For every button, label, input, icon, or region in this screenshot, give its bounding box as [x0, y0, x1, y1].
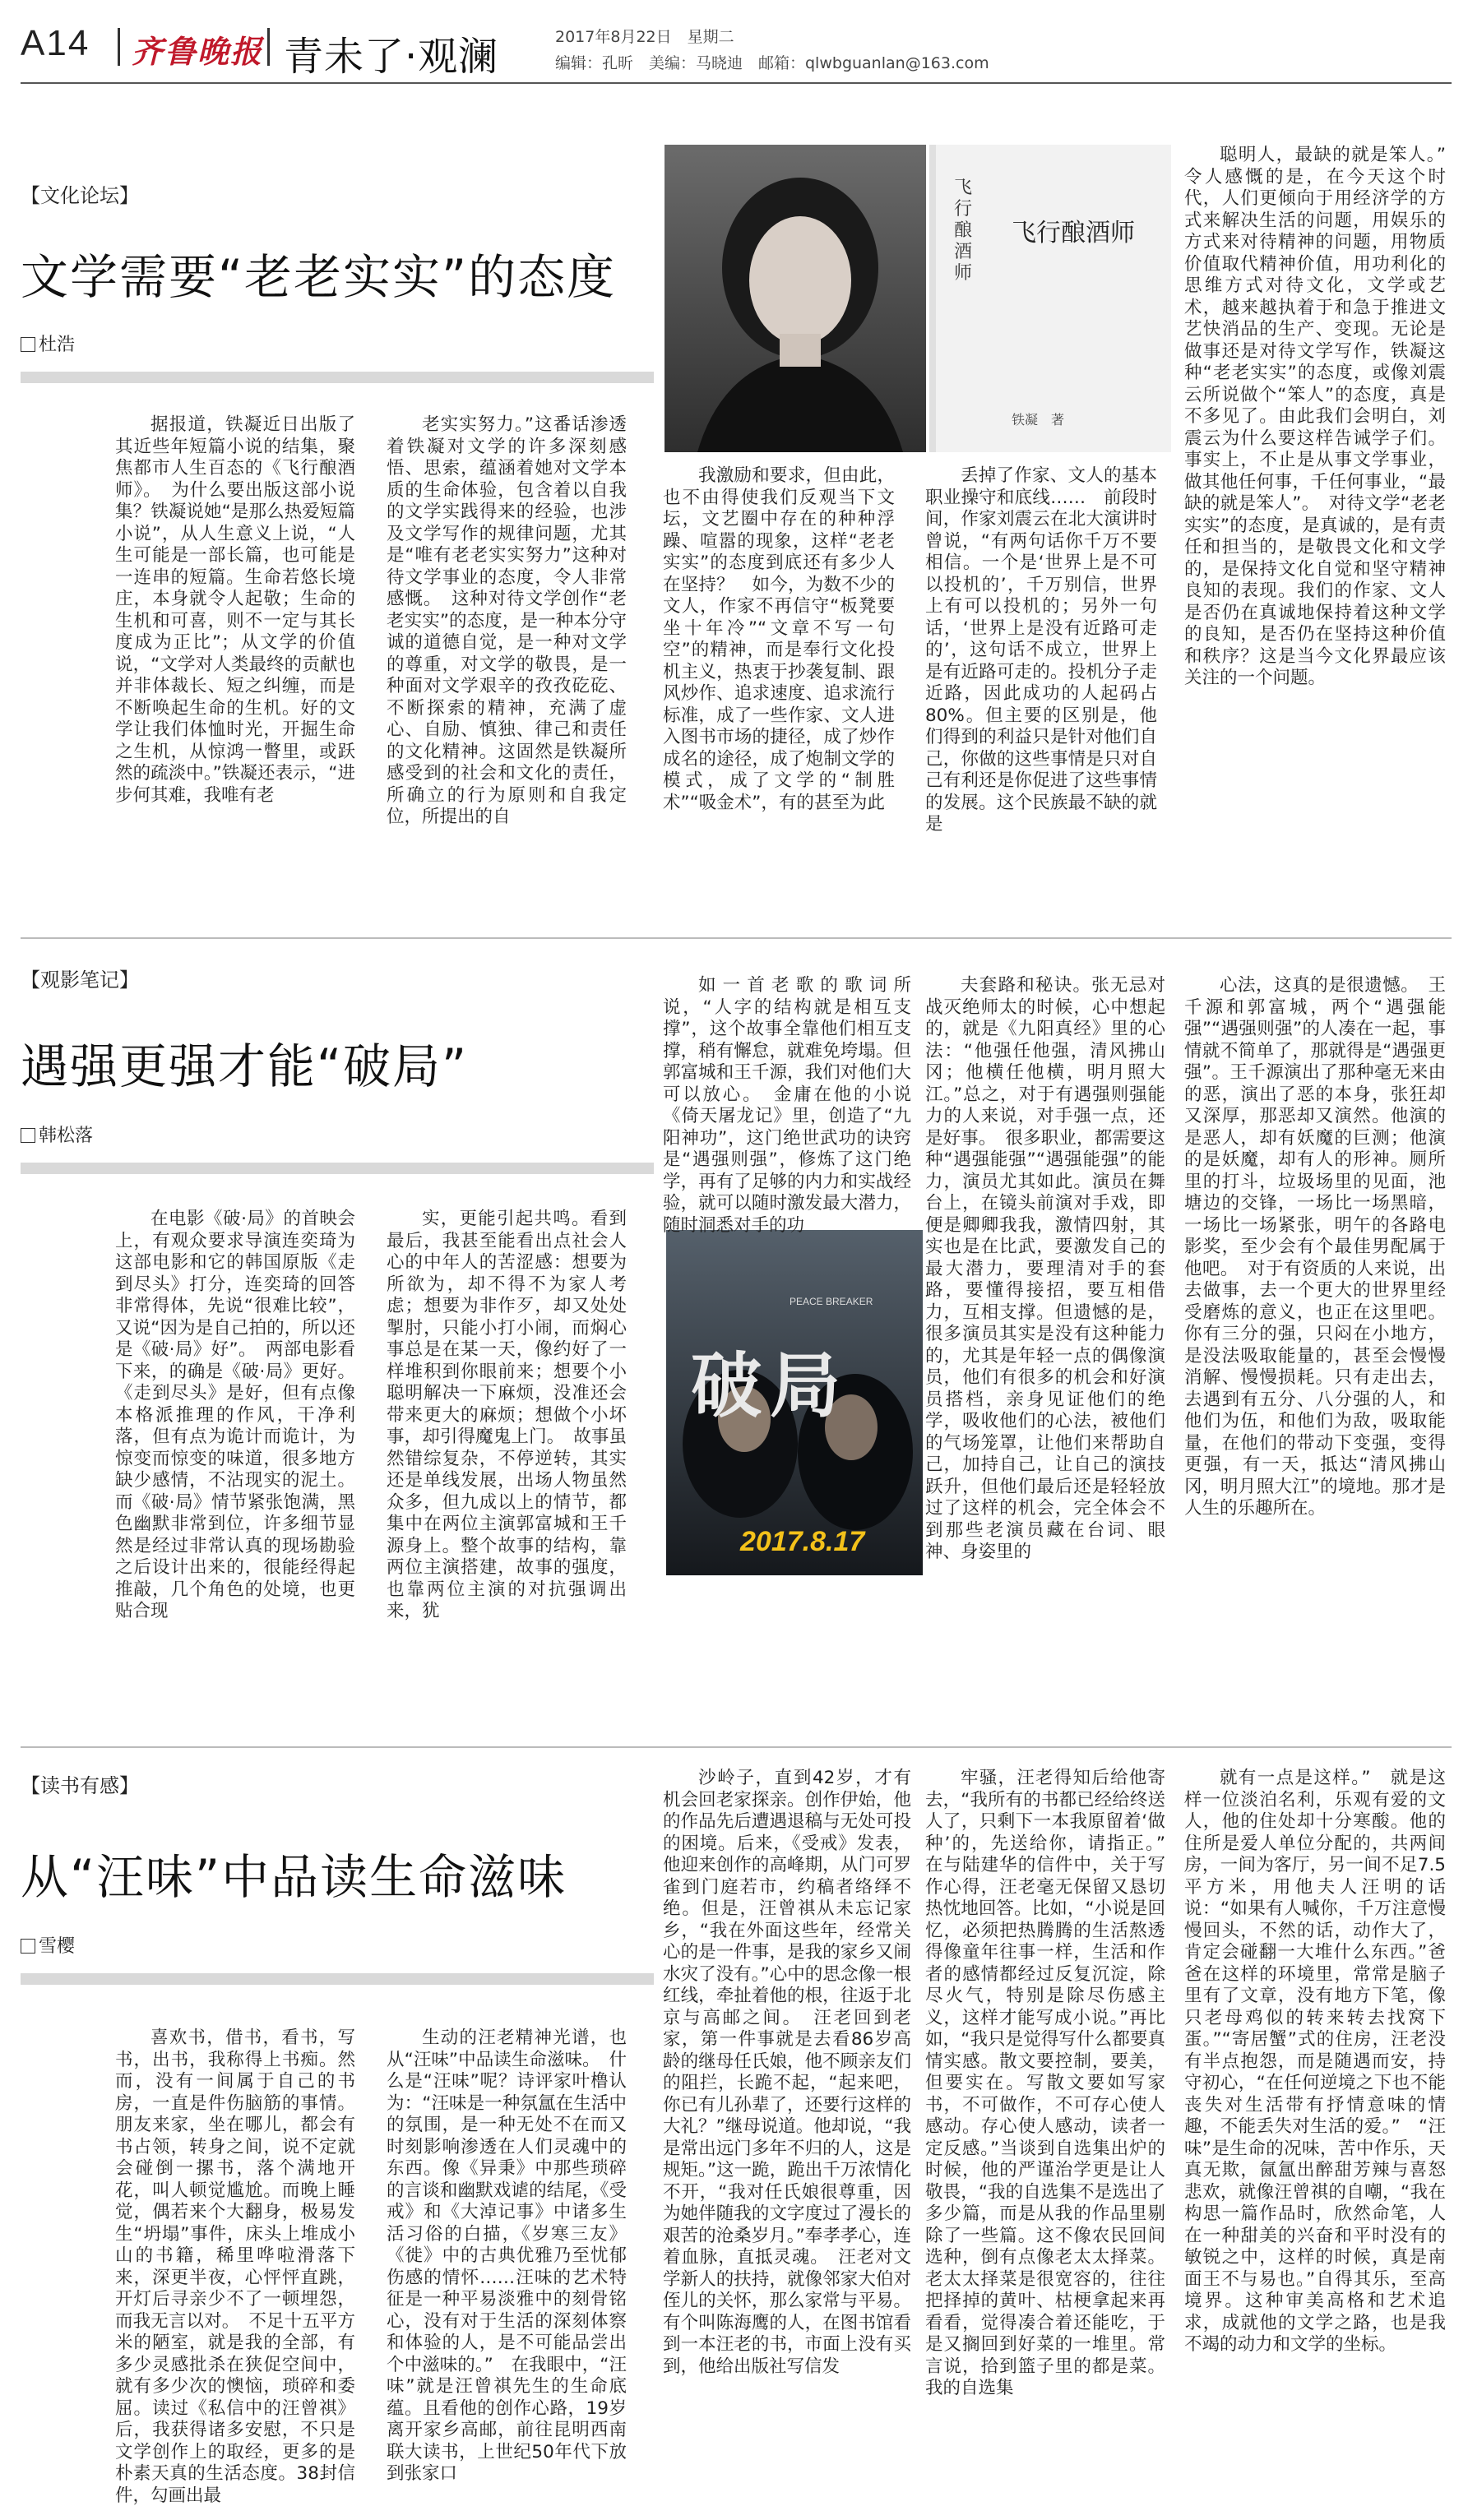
author-name: 韩松落: [39, 1126, 94, 1146]
article-column: 老实实努力。”这番话渗透着铁凝对文学的许多深刻感悟、思索，蕴涵着她对文学本质的生命体验，包含着以自我的文学实践得来的经验，也涉及文学写作的规律问题，尤其是“唯有老老实实努力”这种对待文学事业的态度，令人非常感慨。 这种对待文学创作“老老实实”的态度，是一种本分守诚的道德自觉，是一种对文学的尊重，对文学的敬畏，是一种面对文学艰辛的孜孜矻矻、不断探索的精神，充满了虚心、自励、慎独、律己和责任的文化精神。这固然是铁凝所感受到的社会和文化的责任，所确立的行为原则和自我定位，所提出的自: [387, 414, 627, 827]
section-separator: [21, 1746, 1452, 1748]
issue-date: 2017年8月22日 星期二: [555, 28, 734, 46]
section-title: 青未了·观澜: [284, 34, 499, 80]
author-name: 雪樱: [39, 1936, 76, 1957]
headline-band: [21, 1163, 654, 1174]
headline-band: [21, 372, 654, 383]
article-column: 据报道，铁凝近日出版了其近些年短篇小说的结集，聚焦都市人生百态的《飞行酿酒师》。 为什么要出版这部小说集？铁凝说她“是那么热爱短篇小说”，从人生意义上说，“人生可能是一部长篇，也可能是一连串的短篇。生命若悠长境庄，本身就令人起敬；生命的生机和可喜，则不一定与其长度成为正比”；从文学的价值说，“文学对人类最终的贡献也并非体裁长、短之纠缠，而是不断唤起生命的生机。好的文学让我们体恤时光，开掘生命之生机，从惊鸿一瞥里，或跃然的疏淡中。”铁凝还表示，“进步何其难，我唯有老: [115, 414, 355, 806]
article-headline: 从“汪味”中品读生命滋味: [21, 1849, 567, 1905]
poster-title: 破局: [691, 1345, 849, 1427]
article-tag: 【读书有感】: [21, 1774, 139, 1797]
article-column: 牢骚，汪老得知后给他寄去，“我所有的书都已经给终送人了，只剩下一本我原留着‘做种’的，先送给你，请指正。” 在与陆建华的信件中，关于写作心得，汪老毫无保留又恳切热忱地回答。比如，“小说是回忆，必须把热腾腾的生活熬透得像童年往事一样，生活和作者的感情都经过反复沉淀，除尽火气，特别是除尽伤感主义，这样才能写成小说。”再比如，“我只是觉得写什么都要真情实感。散文要控制，要美，但要实在。写散文要如写家书，不可做作，不可存心使人感动。存心使人感动，读者一定反感。”当谈到自选集出炉的时候，他的严谨治学更是让人敬畏，“我的自选集不是选出了多少篇，而是从我的作品里剔除了一些篇。这不像农民回间选种，倒有点像老太太择菜。老太太择菜是很宽容的，往往把择掉的黄叶、枯梗拿起来再看看，觉得凑合着还能吃，于是又搁回到好菜的一堆里。常言说，拾到篮子里的都是菜。我的自选集: [925, 1768, 1183, 2398]
author-photo: [665, 145, 926, 452]
article-author: [21, 331, 75, 356]
poster-subtitle: PEACE BREAKER: [790, 1296, 873, 1307]
article-column: 生动的汪老精神光谱，也从“汪味”中品读生命滋味。 什么是“汪味”呢？诗评家叶橹认为：“汪味是一种氛氲在生活中的氛围，是一种无处不在而又时刻影响渗透在人们灵魂中的东西。像《异秉》中那些琐碎的言谈和幽默戏谑的结尾，《受戒》和《大淖记事》中诸多生活习俗的白描，《岁寒三友》《徙》中的古典优雅乃至忧郁伤感的情怀……汪味的艺术特征是一种平易淡雅中的刻骨铭心，没有对于生活的深刻体察和体验的人，是不可能品尝出个中滋味的。” 在我眼中，“汪味”就是汪曾祺先生的生命底蕴。且看他的创作心路，19岁离开家乡高邮，前往昆明西南联大读书，上世纪50年代下放到张家口: [387, 2028, 627, 2484]
masthead: [21, 23, 1452, 81]
editors-line: 编辑：孔昕 美编：马晓迪 邮箱：qlwbguanlan@163.com: [555, 54, 989, 72]
headline-band: [21, 1973, 654, 1985]
masthead-divider: [267, 28, 270, 66]
portrait-figure: [665, 145, 926, 452]
article-author: [21, 1932, 75, 1958]
movie-poster: [666, 1230, 923, 1575]
poster-release-date: 2017.8.17: [740, 1526, 865, 1557]
newspaper-logo: 齐鲁晚报: [132, 33, 264, 70]
article-column: 如一首老歌的歌词所说，“人字的结构就是相互支撑”，这个故事全靠他们相互支撑，稍有懈怠，就难免垮塌。但郭富城和王千源，我们对他们大可以放心。 金庸在他的小说《倚天屠龙记》里，创造了“九阳神功”，这门绝世武功的诀窍是“遇强则强”，修炼了这门绝学，再有了足够的内力和实战经验，就可以随时激发最大潜力，随时洞悉对手的功: [663, 975, 911, 1236]
article-column: 夫套路和秘诀。张无忌对战灭绝师太的时候，心中想起的，就是《九阳真经》里的心法：“他强任他强，清风拂山冈；他横任他横，明月照大江。”总之，对于有遇强则强能力的人来说，对手强一点，还是好事。 很多职业，都需要这种“遇强能强”“遇强能强”的能力，演员尤其如此。演员在舞台上，在镜头前演对手戏，即便是卿卿我我，激情四射，其实也是在比武，要激发自己的最大潜力，要理清对手的套路，要懂得接招，要互相借力，互相支撑。但遗憾的是，很多演员其实是没有这种能力的，尤其是年轻一点的偶像演员，他们有很多的机会和好演员搭档，亲身见证他们的绝学，吸收他们的心法，被他们的气场笼罩，让他们来帮助自己，加持自己，让自己的演技跃升，但他们最后还是轻轻放过了这样的机会，完全体会不到那些老演员藏在台词、眼神、身姿里的: [925, 975, 1165, 1562]
article-column: 聪明人，最缺的就是笨人。” 令人感慨的是，在今天这个时代，人们更倾向于用经济学的方式来解决生活的问题，用娱乐的方式来对待精神的问题，用物质价值取代精神价值，用功利化的思维方式对待文化，文学或艺术，越来越执着于和急于推进文艺快消品的生产、变现。无论是做事还是对待文学写作，铁凝这种“老老实实”的态度，或像刘震云所说做个“笨人”的态度，真是不多见了。由此我们会明白，刘震云为什么要这样告诫学子们。事实上，不止是从事文学事业，做其他任何事，千任何事业，“最缺的就是笨人”。 对待文学“老老实实”的态度，是真诚的，是有责任和担当的，是敬畏文化和文学的，是保持文化自觉和坚守精神良知的表现。我们的作家、文人是否仍在真诚地保持着这种文学的良知，是否仍在坚持这种价值和秩序？这是当今文化界最应该关注的一个问题。: [1184, 145, 1464, 688]
article-column: 在电影《破·局》的首映会上，有观众要求导演连奕琦为这部电影和它的韩国原版《走到尽头》打分，连奕琦的回答非常得体，先说“很难比较”，又说“因为是自己拍的，所以还是《破·局》好”。 两部电影看下来，的确是《破·局》更好。《走到尽头》是好，但有点像本格派推理的作风，干净利落，但有点为诡计而诡计，为惊变而惊变的味道，很多地方缺少感情，不沾现实的泥土。而《破·局》情节紧张饱满，黑色幽默非常到位，许多细节显然是经过非常认真的现场勘验之后设计出来的，很能经得起推敲，几个角色的处境，也更贴合现: [115, 1209, 355, 1621]
article-column: 丢掉了作家、文人的基本职业操守和底线…… 前段时间，作家刘震云在北大演讲时曾说，“有两句话你千万不要相信。一个是‘世界上是不可以投机的’，千万别信，世界上有可以投机的；另外一句话，‘世界上是没有近路可走的’，这句话不成立，世界上是有近路可走的。投机分子走近路，因此成功的人起码占80%。但主要的区别是，他们得到的利益只是针对他们自己，你做的这些事情是只对自己有利还是你促进了这些事情的发展。这个民族最不缺的就是: [925, 465, 1157, 835]
article-headline: 遇强更强才能“破局”: [21, 1038, 469, 1094]
article-column: 沙岭子，直到42岁，才有机会回老家探亲。创作伊始，他的作品先后遭遇退稿与无处可投的困境。后来，《受戒》发表，他迎来创作的高峰期，从门可罗雀到门庭若市，约稿者络绎不绝。但是，汪曾祺从未忘记家乡，“我在外面这些年，经常关心的是一件事，是我的家乡又闹水灾了没有。”心中的思念像一根红线，牵扯着他的根，往返于北京与高邮之间。 汪老回到老家，第一件事就是去看86岁高龄的继母任氏娘，他不顾亲友们的阻拦，长跪不起，“起来吧，你已有儿孙辈了，还要行这样的大礼？”继母说道。他却说，“我是常出远门多年不归的人，这是规矩。”这一跪，跪出千万浓情化不开，“我对任氏娘很尊重，因为她伴随我的文字度过了漫长的艰苦的沧桑岁月。”奉孝孝心，连着血脉，直抵灵魂。 汪老对文学新人的扶持，就像邻家大伯对侄儿的关怀，那么家常与平易。有个叫陈海鹰的人，在图书馆看到一本汪老的书，市面上没有买到，他给出版社写信发: [663, 1768, 911, 2377]
masthead-rule: [21, 82, 1452, 84]
page-number: A14: [21, 23, 90, 63]
book-author: 铁凝 著: [1012, 412, 1065, 428]
article-tag: 【文化论坛】: [21, 184, 139, 207]
article-tag: 【观影笔记】: [21, 969, 139, 992]
article-column: 就有一点是这样。” 就是这样一位淡泊名利，乐观有爱的文人，他的住处却十分寒酸。他的住所是爱人单位分配的，共两间房，一间为客厅，另一间不足7.5平方米，用他夫人汪明的话说：“如果有人喊你，千万注意慢慢回头，不然的话，动作大了，肯定会碰翻一大堆什么东西。”爸爸在这样的环境里，常常是脑子里有了文章，没有地方下笔，像只老母鸡似的转来转去找窝下蛋。”“寄居蟹”式的住房，汪老没有半点抱怨，而是随遇而安，持守初心，“在任何逆境之下也不能丧失对生活带有抒情意味的情趣，不能丢失对生活的爱。” “汪味”是生命的况味，苦中作乐，天真无欺，氤氲出醉甜芳辣与喜怒悲欢，就像汪曾祺的自嘲，“我在构思一篇作品时，欣然命笔，人在一种甜美的兴奋和平时没有的敏锐之中，这样的时候，真是南面王不与易也。”自得其乐，至高境界。这种审美高格和艺术追求，成就他的文学之路，也是我不竭的动力和文学的坐标。: [1184, 1768, 1446, 2355]
book-spine-title: 飞行酿酒师: [954, 178, 973, 284]
book-cover: [929, 145, 1171, 452]
article-column: 喜欢书，借书，看书，写书，出书，我称得上书痴。然而，没有一间属于自己的书房，一直是件伤脑筋的事情。朋友来家，坐在哪儿，都会有书占领，转身之间，说不定就会碰倒一摞书，落个满地开花，叫人顿觉尴尬。而晚上睡觉，偶若来个大翻身，极易发生“坍塌”事件，床头上堆成小山的书籍，稀里哗啦滑落下来，深更半夜，心怦怦直跳，开灯后寻亲少不了一顿埋怨，而我无言以对。 不足十五平方米的陋室，就是我的全部，有多少灵感批杀在狭促空间中，就有多少次的懊恼，琐碎和委屈。读过《私信中的汪曾祺》后，我获得诸多安慰，不只是文学创作上的取经，更多的是朴素天真的生活态度。38封信件，勾画出最: [115, 2028, 355, 2506]
article-column: 我激励和要求，但由此，也不由得使我们反观当下文坛，文艺圈中存在的种种浮躁、喧嚣的现象，这样“老老实实”的态度到底还有多少人在坚持？ 如今，为数不少的文人，作家不再信守“板凳要坐十年冷”“文章不写一句空”的精神，而是奉行文化投机主义，热衷于抄袭复制、跟风炒作、追求速度、追求流行标准，成了一些作家、文人进入图书市场的捷径，成了炒作成名的途径，成了炮制文学的模式，成了文学的“制胜术”“吸金术”，有的甚至为此: [663, 465, 895, 813]
book-title: 飞行酿酒师: [1012, 219, 1135, 247]
article-headline: 文学需要“老老实实”的态度: [21, 249, 617, 305]
author-name: 杜浩: [39, 335, 76, 355]
masthead-divider: [118, 28, 120, 66]
section-separator: [21, 937, 1452, 939]
article-column: 实，更能引起共鸣。看到最后，我甚至能看出点社会人心的中年人的苦涩感：想要为所欲为，却不得不为家人考虑；想要为非作歹，却又处处掣肘，只能小打小闹，而焖心事总是在某一天，像约好了一样堆积到你眼前来；想要个小聪明解决一下麻烦，没准还会带来更大的麻烦；想做个小坏事，却引得魔鬼上门。 故事虽然错综复杂，不停逆转，其实还是单线发展，出场人物虽然众多，但九成以上的情节，都集中在两位主演郭富城和王千源身上。整个故事的结构，靠两位主演搭建，故事的强度，也靠两位主演的对抗强调出来，犹: [387, 1209, 627, 1621]
article-author: [21, 1121, 93, 1147]
article-column: 心法，这真的是很遗憾。 王千源和郭富城，两个“遇强能强”“遇强则强”的人凑在一起，事情就不简单了，那就得是“遇强更强”。王千源演出了那种毫无来由的恶，演出了恶的本身，张狂却又深厚，那恶却又演然。他演的是恶人，却有妖魔的巨测；他演的是妖魔，却有人的形神。厕所里的打斗，垃圾场里的见面，池塘边的交锋，一场比一场黑暗，一场比一场紧张，明午的各路电影奖，至少会有个最佳男配属于他吧。 对于有资质的人来说，出去做事，去一个更大的世界里经受磨炼的意义，也正在这里吧。你有三分的强，只闷在小地方，是没法吸取能量的，甚至会慢慢消解、慢慢损耗。只有走出去，去遇到有五分、八分强的人，和他们为伍，和他们为敌，吸取能量，在他们的带动下变强，变得更强，有一天，抵达“清风拂山冈，明月照大江”的境地。那才是人生的乐趣所在。: [1184, 975, 1446, 1519]
